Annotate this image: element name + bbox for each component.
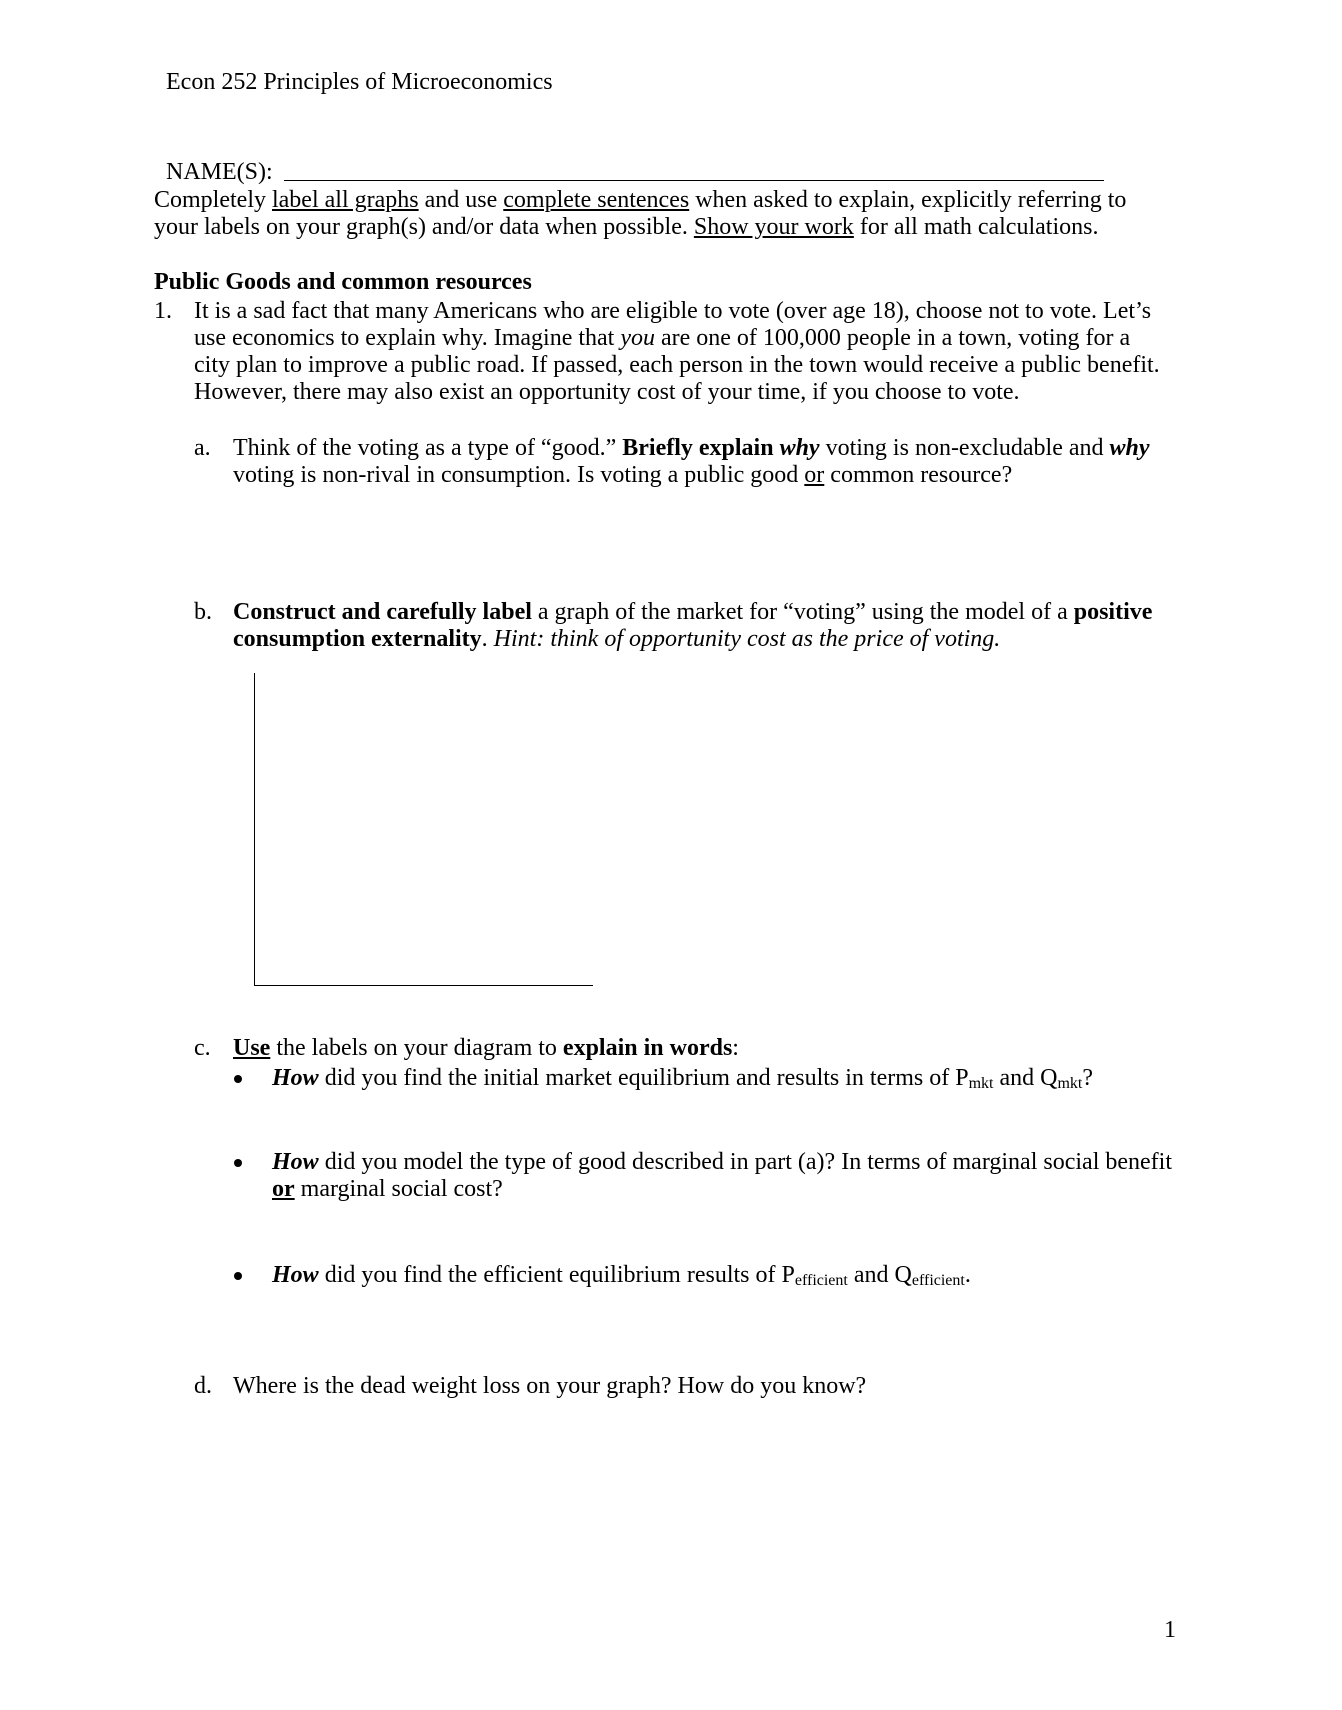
q1-line-4: However, there may also exist an opportunity cost of your time, if you choose to vote. bbox=[194, 379, 1020, 405]
qc-text: marginal social cost? bbox=[294, 1176, 503, 1202]
subscript-mkt: mkt bbox=[968, 1075, 994, 1092]
subscript-efficient: efficient bbox=[911, 1272, 965, 1289]
qa-why-text: why bbox=[1109, 435, 1150, 461]
bullet-icon bbox=[234, 1272, 242, 1280]
qc-text: the labels on your diagram to bbox=[270, 1035, 563, 1061]
qa-text: Think of the voting as a type of “good.” bbox=[233, 435, 623, 461]
qc-bold-text: explain in words bbox=[562, 1035, 733, 1061]
graph-x-axis bbox=[254, 985, 593, 986]
qc-bullet-3 bbox=[272, 1261, 971, 1289]
qb-bold-text: Construct and carefully label bbox=[233, 599, 532, 625]
qc-bullet-2-line-2 bbox=[272, 1175, 503, 1203]
qa-bold-text: Briefly explain bbox=[622, 435, 780, 461]
bullet-icon bbox=[234, 1159, 242, 1167]
qd-letter: d. bbox=[194, 1373, 212, 1399]
instructions-line-2 bbox=[154, 213, 1098, 241]
instructions-text: when asked to explain, explicitly referring to bbox=[689, 187, 1127, 213]
q1-line-3: city plan to improve a public road. If passed, each person in the town would receive a public benefit. bbox=[194, 352, 1160, 378]
qb-line-1 bbox=[233, 598, 1152, 626]
instructions-text: Completely bbox=[154, 187, 272, 213]
qc-text: : bbox=[732, 1035, 739, 1061]
name-label: NAME(S): bbox=[166, 159, 273, 185]
qb-bold-text: positive bbox=[1073, 599, 1153, 625]
how-text: How bbox=[272, 1262, 319, 1288]
qa-or-text: or bbox=[804, 462, 825, 488]
qb-hint-text: Hint: think of opportunity cost as the price of voting. bbox=[493, 626, 1001, 652]
qc-text: did you find the efficient equilibrium results of P bbox=[318, 1262, 795, 1288]
q1-text: are one of 100,000 people in a town, voting for a bbox=[654, 325, 1131, 351]
instructions-text: for all math calculations. bbox=[853, 214, 1099, 240]
qc-text: . bbox=[964, 1262, 971, 1288]
qc-bullet-1 bbox=[272, 1064, 1093, 1092]
instructions-text: your labels on your graph(s) and/or data when possible. bbox=[154, 214, 694, 240]
bullet-icon bbox=[234, 1075, 242, 1083]
qa-letter: a. bbox=[194, 435, 211, 461]
qb-letter: b. bbox=[194, 599, 212, 625]
subscript-efficient: efficient bbox=[794, 1272, 848, 1289]
section-title: Public Goods and common resources bbox=[154, 269, 532, 295]
qc-bullet-2-line-1 bbox=[272, 1148, 1172, 1176]
instructions-text: and use bbox=[418, 187, 504, 213]
how-text: How bbox=[272, 1065, 319, 1091]
q1-line-2 bbox=[194, 324, 1130, 352]
qc-letter: c. bbox=[194, 1035, 211, 1061]
q1-number: 1. bbox=[154, 298, 172, 324]
qc-use-text: Use bbox=[233, 1035, 271, 1061]
qb-line-2 bbox=[233, 625, 1000, 653]
qa-line-2 bbox=[233, 461, 1012, 489]
qb-text: . bbox=[481, 626, 494, 652]
name-input-line[interactable] bbox=[284, 180, 1104, 181]
label-all-graphs-text: label all graphs bbox=[271, 187, 419, 213]
qb-bold-text: consumption externality bbox=[233, 626, 482, 652]
complete-sentences-text: complete sentences bbox=[503, 187, 690, 213]
graph-y-axis bbox=[254, 673, 255, 986]
qc-text: ? bbox=[1082, 1065, 1094, 1091]
subscript-mkt: mkt bbox=[1057, 1075, 1083, 1092]
qa-text: common resource? bbox=[824, 462, 1013, 488]
qc-or-text: or bbox=[272, 1176, 295, 1202]
page-number: 1 bbox=[1164, 1617, 1176, 1643]
qc-text: and Q bbox=[847, 1262, 912, 1288]
qa-line-1 bbox=[233, 434, 1150, 462]
instructions-line-1 bbox=[154, 186, 1126, 214]
show-your-work-text: Show your work bbox=[693, 214, 854, 240]
q1-text: use economics to explain why. Imagine that bbox=[194, 325, 621, 351]
qc-text: and Q bbox=[993, 1065, 1058, 1091]
qa-why-text: why bbox=[779, 435, 820, 461]
qb-text: a graph of the market for “voting” using the model of a bbox=[531, 599, 1074, 625]
qc-line-1 bbox=[233, 1034, 739, 1062]
course-title: Econ 252 Principles of Microeconomics bbox=[166, 69, 553, 95]
how-text: How bbox=[272, 1149, 319, 1175]
qd-text: Where is the dead weight loss on your graph? How do you know? bbox=[233, 1373, 867, 1399]
qc-text: did you find the initial market equilibrium and results in terms of P bbox=[318, 1065, 969, 1091]
qa-text: voting is non-excludable and bbox=[819, 435, 1110, 461]
q1-you-text: you bbox=[620, 325, 655, 351]
qc-text: did you model the type of good described in part (a)? In terms of marginal social benefit bbox=[318, 1149, 1172, 1175]
q1-line-1: It is a sad fact that many Americans who are eligible to vote (over age 18), choose not to vote. Let’s bbox=[194, 298, 1152, 324]
qa-text: voting is non-rival in consumption. Is voting a public good bbox=[233, 462, 805, 488]
